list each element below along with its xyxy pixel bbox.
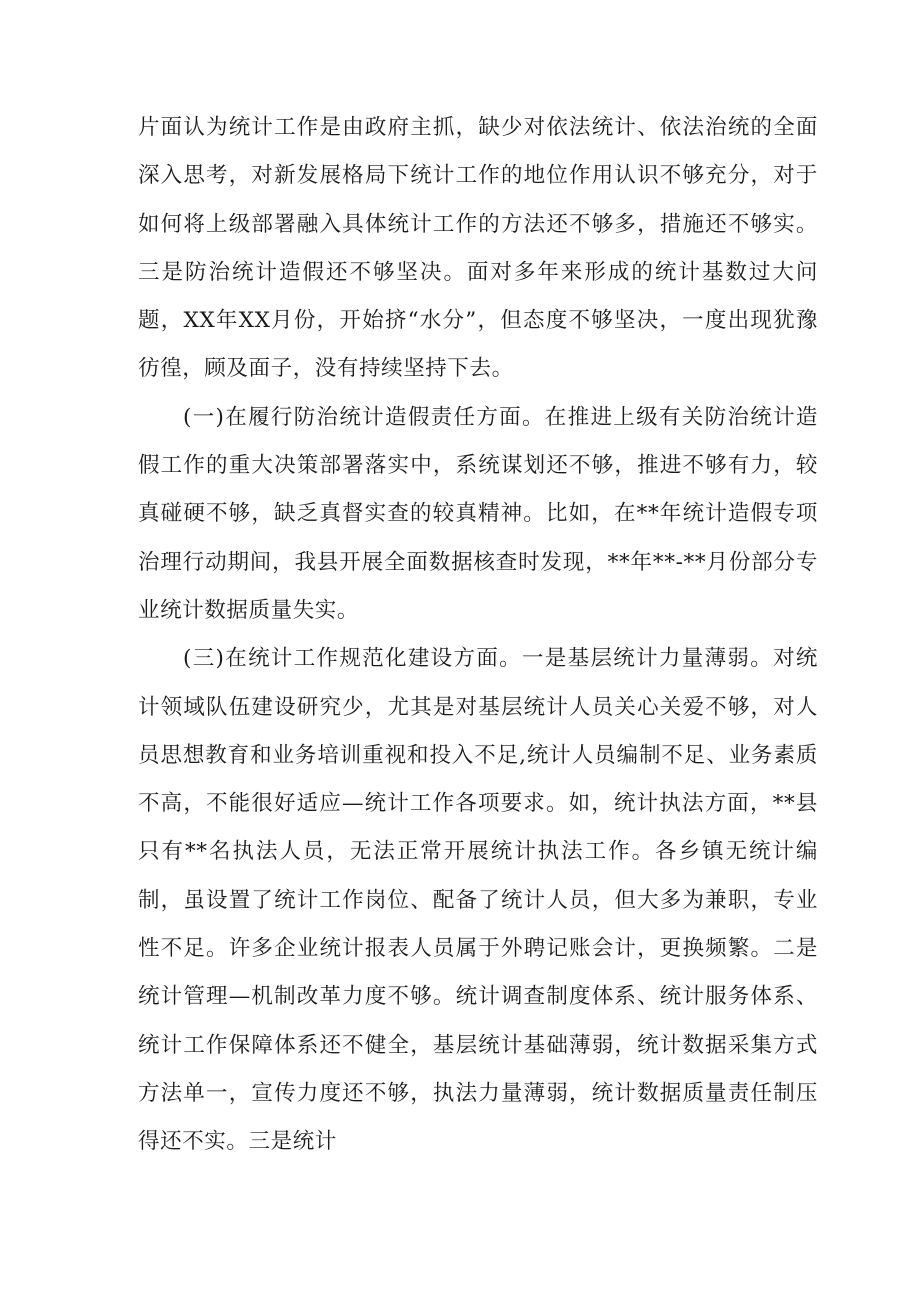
document-body xyxy=(138,104,818,1167)
paragraph-section-three: (三)在统计工作规范化建设方面。一是基层统计力量薄弱。对统计领域队伍建设研究少，尤其是对基层统计人员关心关爱不够，对人员思想教育和业务培训重视和投入不足,统计人员编制不足、业务素质不高，不能很好适应—统计工作各项要求。如，统计执法方面，**县只有**名执法人员，无法正常开展统计执法工作。各乡镇无统计编制，虽设置了统计工作岗位、配备了统计人员，但大多为兼职，专业性不足。许多企业统计报表人员属于外聘记账会计，更换频繁。二是统计管理—机制改革力度不够。统计调查制度体系、统计服务体系、统计工作保障体系还不健全，基层统计基础薄弱，统计数据采集方式方法单一，宣传力度还不够，执法力量薄弱，统计数据质量责任制压得还不实。三是统计 xyxy=(138,646,818,1155)
paragraph-section-one: (一)在履行防治统计造假责任方面。在推进上级有关防治统计造假工作的重大决策部署落实中，系统谋划还不够，推进不够有力，较真碰硬不够，缺乏真督实查的较真精神。比如，在**年统计造假专项治理行动期间，我县开展全面数据核查时发现，**年**-**月份部分专业统计数据质量失实。 xyxy=(138,404,818,623)
paragraph-continuation: 片面认为统计工作是由政府主抓，缺少对依法统计、依法治统的全面深入思考，对新发展格局下统计工作的地位作用认识不够充分，对于如何将上级部署融入具体统计工作的方法还不够多，措施还不够实。三是防治统计造假还不够坚决。面对多年来形成的统计基数过大问题，XX年XX月份，开始挤“水分”，但态度不够坚决，一度出现犹豫彷徨，顾及面子，没有持续坚持下去。 xyxy=(138,115,818,382)
